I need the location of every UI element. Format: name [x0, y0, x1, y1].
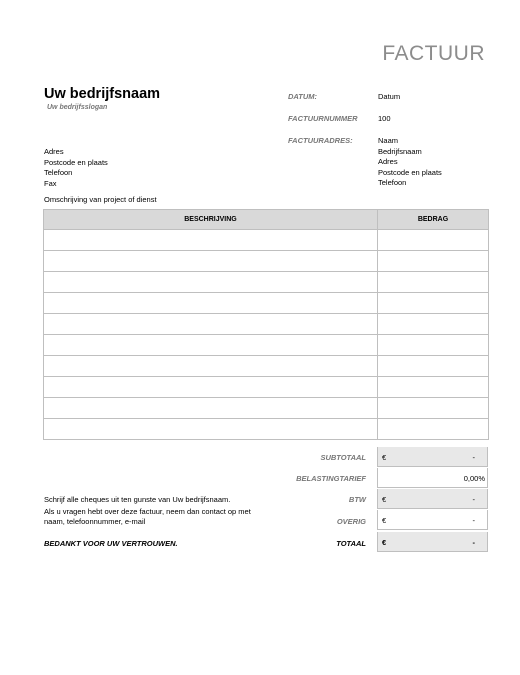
table-row — [44, 377, 489, 398]
amount-cell[interactable] — [378, 356, 489, 377]
total-cell — [377, 532, 488, 552]
amount-cell[interactable] — [378, 293, 489, 314]
description-cell[interactable] — [44, 398, 378, 419]
amount-cell[interactable] — [378, 272, 489, 293]
description-cell[interactable] — [44, 230, 378, 251]
bill-to-phone: Telefoon — [378, 178, 407, 188]
amount-cell[interactable] — [378, 398, 489, 419]
vat-currency: € — [382, 495, 387, 504]
description-cell[interactable] — [44, 293, 378, 314]
description-cell[interactable] — [44, 419, 378, 440]
contact-line-1: Als u vragen hebt over deze factuur, neem dan contact op met — [44, 507, 251, 516]
table-row — [44, 272, 489, 293]
amount-cell[interactable] — [378, 230, 489, 251]
table-row — [44, 335, 489, 356]
vat-label: BTW — [348, 495, 366, 504]
description-cell[interactable] — [44, 335, 378, 356]
vat-value: - — [472, 495, 475, 504]
description-cell[interactable] — [44, 251, 378, 272]
company-name: Uw bedrijfsnaam — [44, 86, 161, 102]
table-row — [44, 230, 489, 251]
contact-line-2: naam, telefoonnummer, e-mail — [44, 517, 146, 527]
table-row — [44, 419, 489, 440]
amount-cell[interactable] — [378, 419, 489, 440]
date-label: DATUM: — [288, 92, 318, 101]
invoice-number-value: 100 — [378, 114, 391, 123]
table-row — [44, 293, 489, 314]
header-amount: BEDRAG — [378, 210, 489, 230]
total-value: - — [472, 538, 475, 547]
bill-to-postcode: Postcode en plaats — [378, 167, 442, 177]
contact-note — [44, 507, 251, 528]
other-label: OVERIG — [336, 517, 366, 526]
bill-to-label: FACTUURADRES: — [288, 136, 353, 145]
bill-to-street: Adres — [378, 157, 398, 167]
vat-cell — [377, 489, 488, 509]
subtotal-label: SUBTOTAAL — [320, 453, 366, 462]
subtotal-cell — [377, 447, 488, 467]
invoice-number-label: FACTUURNUMMER — [288, 114, 358, 123]
items-table — [43, 209, 489, 440]
sender-street: Adres — [44, 147, 64, 156]
sender-fax: Fax — [44, 178, 57, 188]
table-row — [44, 356, 489, 377]
description-cell[interactable] — [44, 272, 378, 293]
tax-rate-label: BELASTINGTARIEF — [296, 474, 366, 483]
tax-rate-value: 0,00% — [463, 474, 485, 483]
bill-to-address — [378, 136, 442, 189]
total-label: TOTAAL — [336, 539, 366, 548]
amount-cell[interactable] — [378, 377, 489, 398]
invoice-title: FACTUUR — [382, 42, 485, 65]
other-currency: € — [382, 516, 387, 525]
description-cell[interactable] — [44, 356, 378, 377]
sender-address — [44, 147, 108, 189]
bill-to-name: Naam — [378, 136, 399, 145]
other-value: - — [472, 516, 475, 525]
table-row — [44, 314, 489, 335]
subtotal-value: - — [472, 453, 475, 462]
amount-cell[interactable] — [378, 335, 489, 356]
cheques-note: Schrijf alle cheques uit ten gunste van Uw bedrijfsnaam. — [44, 495, 231, 504]
company-slogan: Uw bedrijfsslogan — [47, 104, 108, 111]
table-header-row — [44, 210, 489, 230]
table-row — [44, 398, 489, 419]
amount-cell[interactable] — [378, 314, 489, 335]
header-description: BESCHRIJVING — [44, 210, 378, 230]
date-value: Datum — [378, 92, 401, 101]
total-currency: € — [382, 538, 387, 547]
sender-phone: Telefoon — [44, 168, 73, 178]
other-cell[interactable] — [377, 510, 488, 530]
bill-to-company: Bedrijfsnaam — [378, 146, 422, 156]
description-cell[interactable] — [44, 314, 378, 335]
sender-postcode: Postcode en plaats — [44, 157, 108, 167]
tax-rate-cell[interactable] — [377, 468, 488, 488]
thanks-note: BEDANKT VOOR UW VERTROUWEN. — [44, 539, 178, 548]
project-description: Omschrijving van project of dienst — [44, 195, 157, 204]
amount-cell[interactable] — [378, 251, 489, 272]
table-row — [44, 251, 489, 272]
subtotal-currency: € — [382, 453, 387, 462]
description-cell[interactable] — [44, 377, 378, 398]
